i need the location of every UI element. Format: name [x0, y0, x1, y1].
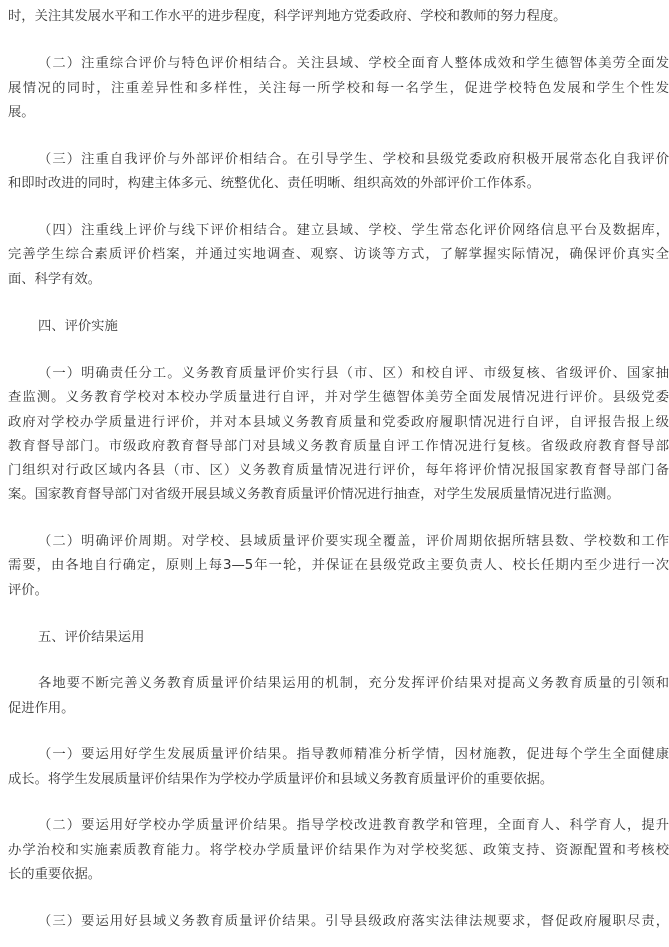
paragraph-line: 门组织对行政区域内各县（市、区）义务教育质量情况进行评价，每年将评价情况报国家教育督导部门备: [8, 463, 669, 478]
paragraph-line: 各地要不断完善义务教育质量评价结果运用的机制，充分发挥评价结果对提高义务教育质量的引领和: [38, 676, 669, 691]
paragraph-line: （二）要运用好学校办学质量评价结果。指导学校改进教育教学和管理，全面育人、科学育人，提升: [38, 818, 669, 833]
paragraph-line: 需要，由各地自行确定，原则上每3—5年一轮，并保证在县级党政主要负责人、校长任期内至少进行一次: [8, 558, 669, 573]
paragraph-line: 完善学生综合素质评价档案，并通过实地调查、观察、访谈等方式，了解掌握实际情况，确保评价真实全: [8, 247, 669, 262]
paragraph-line: 政府对学校办学质量进行评价，并对本县域义务教育质量和党委政府履职情况进行自评，自评报告报上级: [8, 415, 669, 430]
paragraph-line: 评价。: [8, 583, 48, 598]
paragraph-line: 面、科学有效。: [8, 272, 102, 287]
paragraph-line: （一）要运用好学生发展质量评价结果。指导教师精准分析学情，因材施教，促进每个学生全面健康: [38, 747, 669, 762]
paragraph-line: 长的重要依据。: [8, 867, 102, 882]
paragraph-line: （三）注重自我评价与外部评价相结合。在引导学生、学校和县级党委政府积极开展常态化自我评价: [38, 152, 669, 167]
paragraph-line: 成长。将学生发展质量评价结果作为学校办学质量评价和县域义务教育质量评价的重要依据。: [8, 772, 554, 787]
paragraph-line: （二）注重综合评价与特色评价相结合。关注县域、学校全面育人整体成效和学生德智体美劳全面发: [38, 56, 669, 71]
section-heading-4: 四、评价实施: [38, 319, 118, 334]
paragraph-line: 和即时改进的同时，构建主体多元、统整优化、责任明晰、组织高效的外部评价工作体系。: [8, 176, 540, 191]
paragraph-line: 展情况的同时，注重差异性和多样性，关注每一所学校和每一名学生，促进学校特色发展和学生个性发: [8, 81, 669, 96]
paragraph-line: 办学治校和实施素质教育能力。将学校办学质量评价结果作为对学校奖惩、政策支持、资源配置和考核校: [8, 843, 669, 858]
paragraph-line: 教育督导部门。市级政府教育督导部门对县域义务教育质量自评工作情况进行复核。省级政府教育督导部: [8, 439, 669, 454]
paragraph-line: （三）要运用好县域义务教育质量评价结果。引导县级政府落实法律法规要求，督促政府履职尽责，: [38, 914, 669, 929]
paragraph-line: 案。国家教育督导部门对省级开展县域义务教育质量评价情况进行抽查，对学生发展质量情况进行监测。: [8, 487, 620, 502]
paragraph-line: 促进作用。: [8, 701, 75, 716]
paragraph-line: 时，关注其发展水平和工作水平的进步程度，科学评判地方党委政府、学校和教师的努力程度。: [8, 9, 567, 24]
paragraph-line: 查监测。义务教育学校对本校办学质量进行自评，并对学生德智体美劳全面发展情况进行评价。县级党委: [8, 390, 669, 405]
paragraph-line: （一）明确责任分工。义务教育质量评价实行县（市、区）和校自评、市级复核、省级评价、国家抽: [38, 366, 669, 381]
paragraph-line: 展。: [8, 105, 35, 120]
paragraph-line: （四）注重线上评价与线下评价相结合。建立县域、学校、学生常态化评价网络信息平台及数据库，: [38, 223, 669, 238]
section-heading-5: 五、评价结果运用: [38, 630, 145, 645]
paragraph-line: （二）明确评价周期。对学校、县域质量评价要实现全覆盖，评价周期依据所辖县数、学校数和工作: [38, 534, 669, 549]
